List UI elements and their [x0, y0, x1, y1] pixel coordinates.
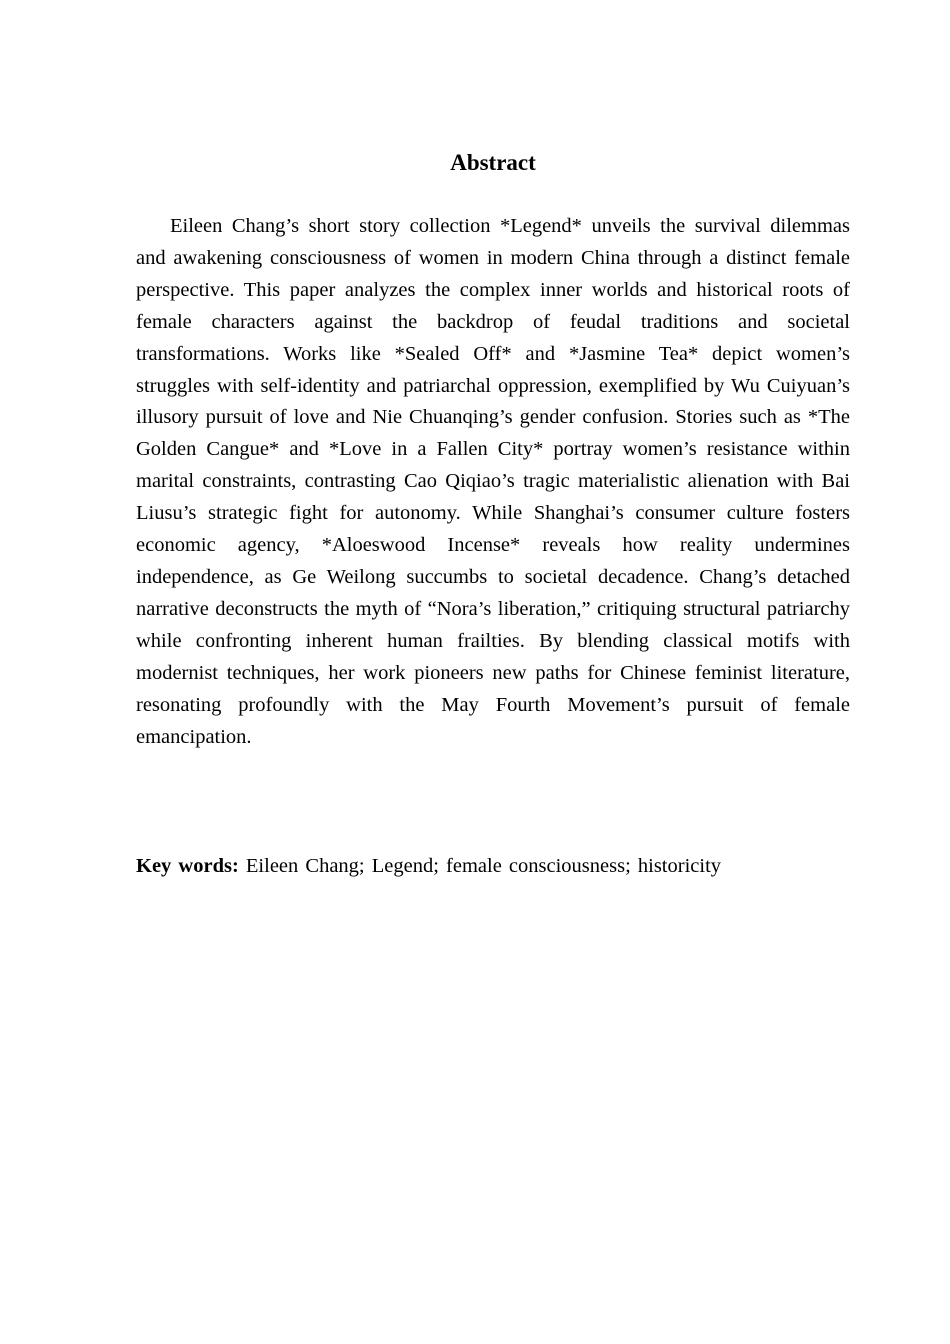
keywords-text: Eileen Chang; Legend; female consciousness; historicity — [245, 855, 722, 877]
keywords-separator: : — [231, 855, 239, 877]
abstract-title: Abstract — [450, 150, 536, 175]
abstract-paragraph: Eileen Chang’s short story collection *Legend* unveils the survival dilemmas and awakening consciousness of women in modern China through a distinct female perspective. This paper analyzes the complex inner worlds and historical roots of female characters against the backdrop of feudal traditions and societal transformations. Works like *Sealed Off* and *Jasmine Tea* depict women’s struggles with self-identity and patriarchal oppression, exemplified by Wu Cuiyuan’s illusory pursuit of love and Nie Chuanqing’s gender confusion. Stories such as *The Golden Cangue* and *Love in a Fallen City* portray women’s resistance within marital constraints, contrasting Cao Qiqiao’s tragic materialistic alienation with Bai Liusu’s strategic fight for autonomy. While Shanghai’s consumer culture fosters economic agency, *Aloeswood Incense* reveals how reality undermines independence, as Ge Weilong succumbs to societal decadence. Chang’s detached narrative deconstructs the myth of “Nora’s liberation,” critiquing structural patriarchy while confronting inherent human frailties. By blending classical motifs with modernist techniques, her work pioneers new paths for Chinese feminist literature, resonating profoundly with the May Fourth Movement’s pursuit of female emancipation. — [136, 215, 850, 748]
keywords-label: Key words — [136, 855, 232, 877]
keywords-line — [136, 851, 850, 881]
